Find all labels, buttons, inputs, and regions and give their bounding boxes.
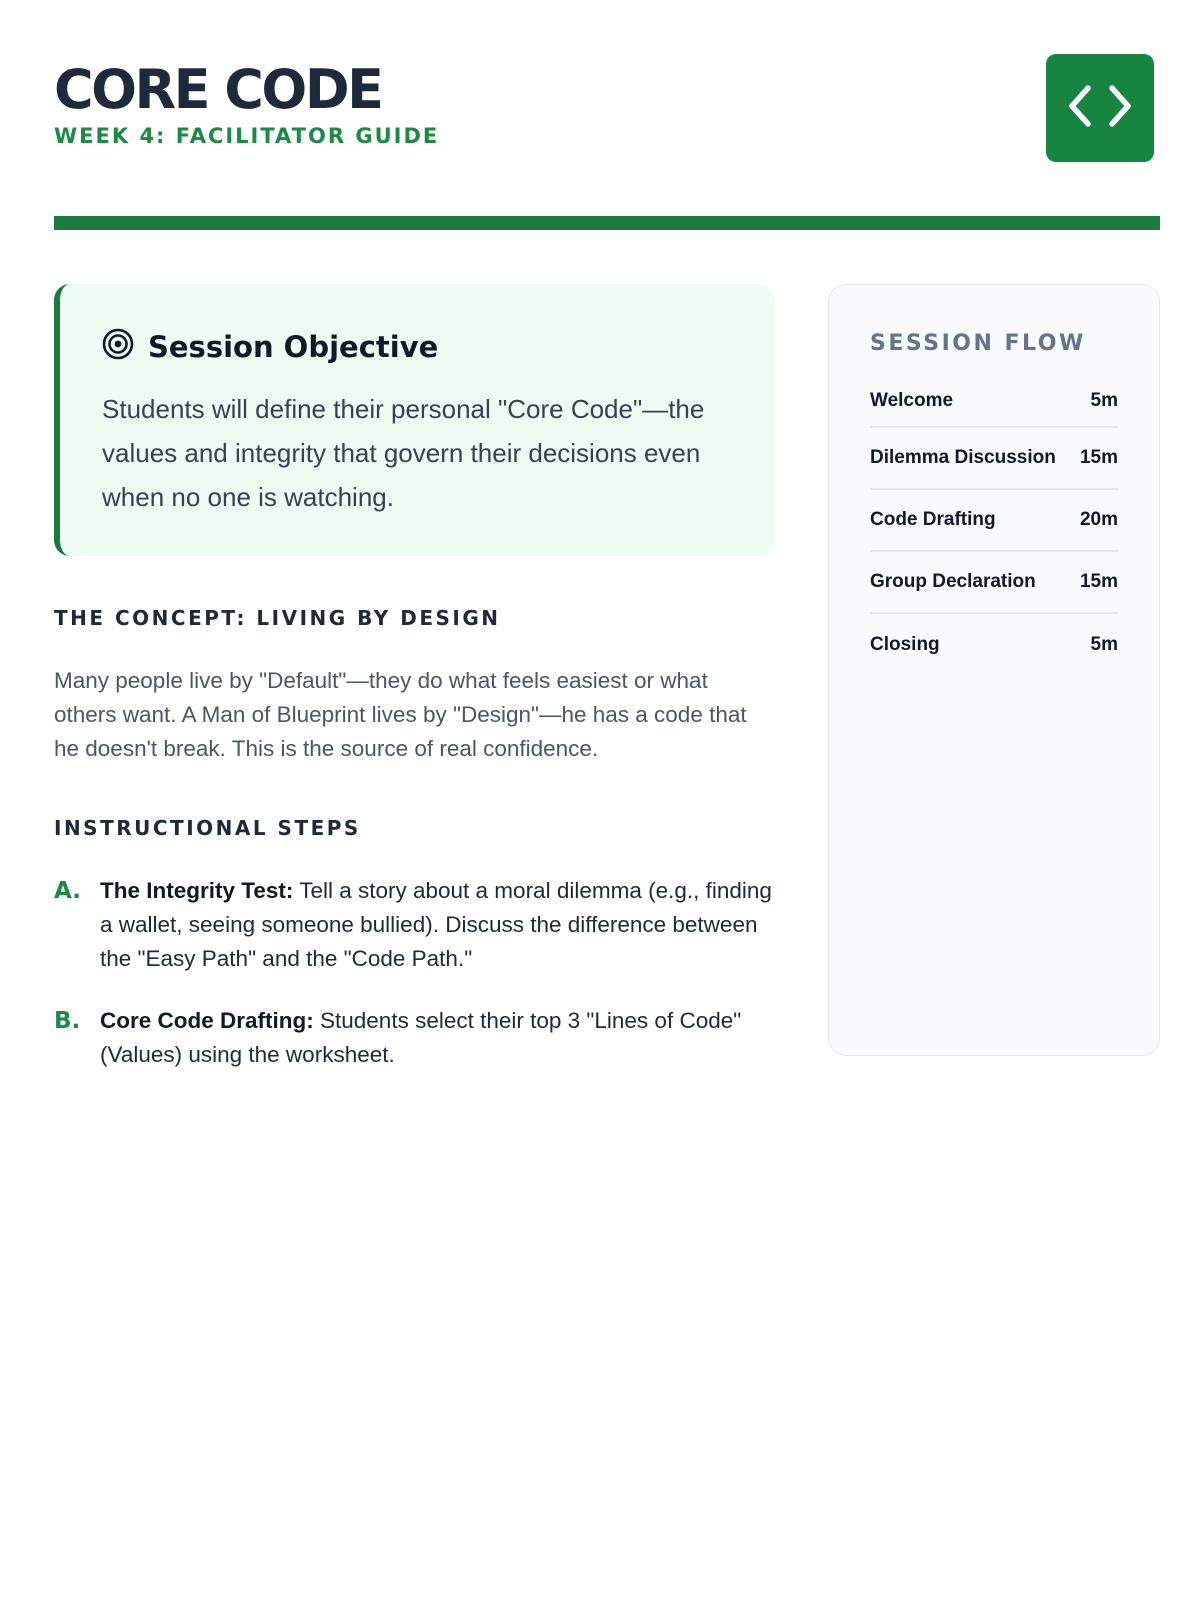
flow-item-label: Closing (870, 634, 940, 655)
flow-item-label: Code Drafting (870, 509, 996, 530)
flow-item-label: Dilemma Discussion (870, 447, 1056, 468)
step-body (100, 1004, 774, 1072)
step-text: Tell a story about a moral dilemma (e.g., finding a wallet, seeing someone bullied). Discuss the difference between the "Easy Path" and the "Code Path." (100, 878, 772, 971)
flow-item-duration: 15m (1079, 571, 1118, 592)
flow-item-duration: 15m (1079, 447, 1118, 468)
logo (1046, 54, 1154, 162)
flow-item (870, 490, 1118, 552)
step-title: The Integrity Test: (100, 878, 294, 903)
flow-item (870, 614, 1118, 676)
step-text: Students select their top 3 "Lines of Code" (Values) using the worksheet. (100, 1008, 742, 1067)
flow-item (870, 552, 1118, 614)
step-letter: B. (54, 1008, 81, 1034)
step-letter: A. (54, 878, 81, 904)
objective-text: Students will define their personal "Core Code"—the values and integrity that govern their decisions even when no one is watching. (102, 394, 705, 512)
steps-list (54, 874, 774, 1072)
concept-text: Many people live by "Default"—they do what feels easiest or what others want. A Man of Blueprint lives by "Design"—he has a code that he doesn't break. This is the source of real confidence. (54, 668, 747, 761)
flow-item-duration: 5m (1090, 634, 1118, 655)
flow-item-duration: 20m (1079, 509, 1118, 530)
objective-title: Session Objective (148, 329, 439, 364)
flow-item-label: Group Declaration (870, 571, 1036, 592)
main-content (54, 284, 774, 1100)
step-title: Core Code Drafting: (100, 1008, 314, 1033)
steps-heading: INSTRUCTIONAL STEPS (54, 816, 361, 840)
flow-item (870, 428, 1118, 490)
concept-heading: THE CONCEPT: LIVING BY DESIGN (54, 606, 501, 630)
session-flow-title: SESSION FLOW (870, 331, 1086, 356)
header-divider (54, 216, 1160, 230)
objective-heading (102, 328, 734, 365)
flow-item-label: Welcome (870, 390, 954, 411)
session-flow-card (828, 284, 1160, 1056)
step-item (54, 1004, 774, 1072)
page-subtitle: WEEK 4: FACILITATOR GUIDE (54, 124, 440, 148)
page-header (54, 52, 1154, 162)
target-icon (102, 328, 134, 365)
step-item (54, 874, 774, 976)
step-body (100, 874, 774, 976)
flow-item (870, 376, 1118, 428)
code-brackets-icon (1068, 82, 1132, 135)
flow-item-duration: 5m (1090, 390, 1118, 411)
session-objective-card (54, 284, 774, 556)
page-title: CORE CODE (54, 58, 382, 121)
